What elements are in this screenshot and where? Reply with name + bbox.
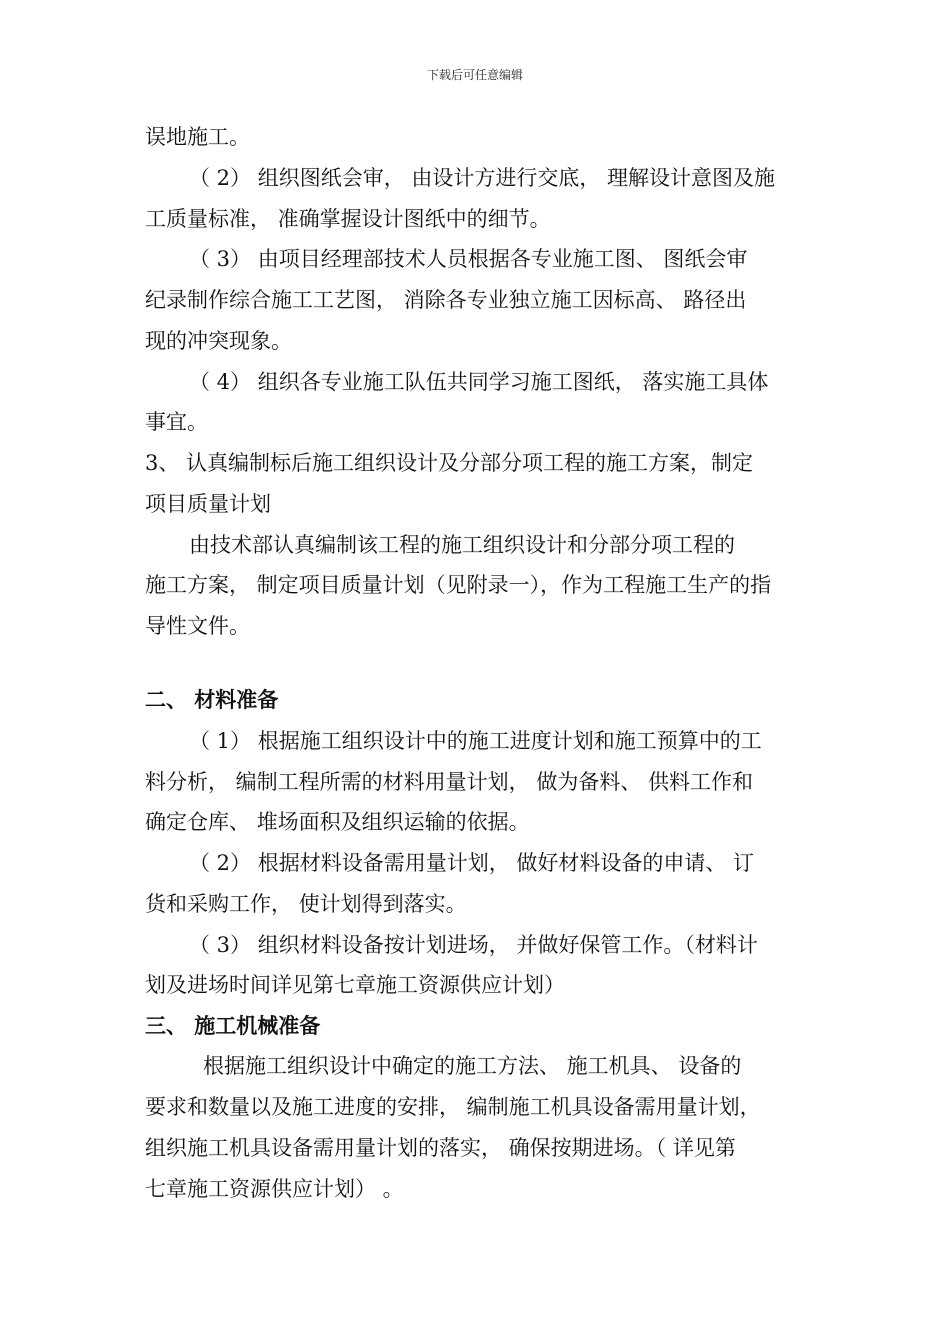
page-header: 下载后可任意编辑 [426,68,523,82]
text-line: 要求和数量以及施工进度的安排， 编制施工机具设备需用量计划， [145,1095,761,1119]
section-heading: 二、 材料准备 [145,687,279,712]
text-line: （ 1） 根据施工组织设计中的施工进度计划和施工预算中的工 [189,729,762,753]
text-line: 纪录制作综合施工工艺图， 消除各专业独立施工因标高、 路径出 [145,288,747,312]
text-line: 料分析， 编制工程所需的材料用量计划， 做为备料、 供料工作和 [145,770,754,794]
text-line: 施工方案， 制定项目质量计划（见附录一），作为工程施工生产的指 [145,573,772,597]
section-heading: 三、 施工机械准备 [145,1013,321,1038]
text-line: 现的冲突现象。 [145,329,292,353]
text-line: （ 2） 组织图纸会审， 由设计方进行交底， 理解设计意图及施 [189,166,776,190]
text-line: 工质量标准， 准确掌握设计图纸中的细节。 [145,207,551,231]
text-line: （ 3） 组织材料设备按计划进场， 并做好保管工作。（材料计 [189,933,758,957]
text-line: 项目质量计划 [145,492,271,516]
text-line: （ 3） 由项目经理部技术人员根据各专业施工图、 图纸会审 [189,247,748,271]
text-line: 确定仓库、 堆场面积及组织运输的依据。 [145,810,530,834]
section-heading: 3、 认真编制标后施工组织设计及分部分项工程的施工方案，制定 [145,451,754,475]
text-line: 误地施工。 [145,125,250,149]
text-line: （ 2） 根据材料设备需用量计划， 做好材料设备的申请、 订 [189,851,755,875]
text-line: 七章施工资源供应计划） 。 [145,1177,404,1201]
text-line: 事宜。 [145,410,208,434]
text-line: 划及进场时间详见第七章施工资源供应计划） [145,973,565,997]
text-line: （ 4） 组织各专业施工队伍共同学习施工图纸， 落实施工具体 [189,370,769,394]
text-line: 导性文件。 [145,614,250,638]
text-line: 根据施工组织设计中确定的施工方法、 施工机具、 设备的 [203,1054,742,1078]
text-line: 货和采购工作， 使计划得到落实。 [145,892,467,916]
text-line: 组织施工机具设备需用量计划的落实， 确保按期进场。（ 详见第 [145,1136,736,1160]
text-line: 由技术部认真编制该工程的施工组织设计和分部分项工程的 [189,533,735,557]
